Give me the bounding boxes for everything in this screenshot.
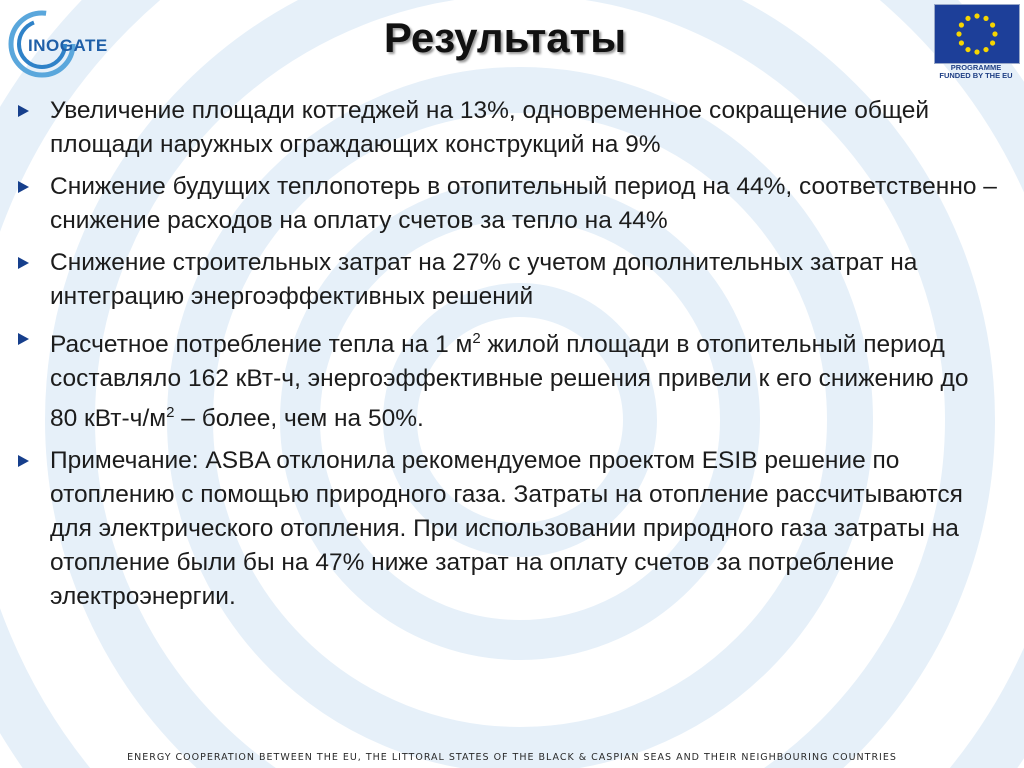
slide-title: Результаты xyxy=(383,14,627,61)
footer-tagline: ENERGY COOPERATION BETWEEN THE EU, THE LITTORAL STATES OF THE BLACK & CASPIAN SEAS AND THEIR NEIGHBOURING COUNTRIES xyxy=(127,752,897,763)
bullet-text: Увеличение площади коттеджей на 13%, одновременное сокращение общей площади наружных ограждающих конструкций на 9% xyxy=(50,97,930,158)
eu-star-icon xyxy=(990,40,995,45)
eu-star-icon xyxy=(983,16,988,21)
eu-flag-icon xyxy=(934,4,1020,64)
superscript: 2 xyxy=(166,404,175,422)
eu-star-icon xyxy=(974,49,979,54)
eu-star-icon xyxy=(965,16,970,21)
eu-programme-badge xyxy=(930,2,1022,82)
bullet-arrow-icon xyxy=(18,333,29,345)
bullet-text: Снижение будущих теплопотерь в отопительный период на 44%, соответственно – снижение расходов на оплату счетов за тепло на 44% xyxy=(50,173,997,234)
eu-star-icon xyxy=(959,22,964,27)
bullet-item xyxy=(14,170,999,238)
bullet-arrow-icon xyxy=(18,257,29,269)
bullet-item xyxy=(14,322,999,436)
eu-star-icon xyxy=(959,40,964,45)
bullet-arrow-icon xyxy=(18,105,29,117)
eu-star-icon xyxy=(990,22,995,27)
eu-star-icon xyxy=(956,31,961,36)
bullet-item xyxy=(14,246,999,314)
bullet-text-part: Расчетное потребление тепла на 1 м xyxy=(50,331,473,359)
inogate-logo-text: INOGATE xyxy=(28,36,108,55)
eu-star-icon xyxy=(992,31,997,36)
eu-star-icon xyxy=(974,13,979,18)
bullet-arrow-icon xyxy=(18,181,29,193)
bullet-arrow-icon xyxy=(18,455,29,467)
eu-star-icon xyxy=(983,47,988,52)
eu-star-icon xyxy=(965,47,970,52)
superscript: 2 xyxy=(472,330,481,347)
bullet-item xyxy=(14,444,999,614)
eu-funding-line-1: PROGRAMME xyxy=(950,63,1002,72)
bullet-text-part: – более, чем на 50%. xyxy=(174,405,424,433)
bullet-text-part: жилой площади в отопительный период составляло 162 кВт-ч, энергоэффективные решения привели к его снижению до 80 кВт-ч/м xyxy=(50,331,969,433)
eu-funding-line-2: FUNDED BY THE EU xyxy=(939,71,1013,80)
bullet-text xyxy=(50,331,968,432)
results-bullet-list xyxy=(14,94,999,622)
bullet-text: Снижение строительных затрат на 27% с учетом дополнительных затрат на интеграцию энергоэффективных решений xyxy=(50,249,918,310)
eu-funding-text xyxy=(930,64,1022,80)
bullet-text: Примечание: ASBA отклонила рекомендуемое проектом ESIB решение по отоплению с помощью природного газа. Затраты на отопление рассчитываются для электрического отопления. При использовании природного газа затраты на отопление были бы на 47% ниже затрат на оплату счетов за потребление электроэнергии. xyxy=(50,447,963,611)
bullet-item xyxy=(14,94,999,162)
